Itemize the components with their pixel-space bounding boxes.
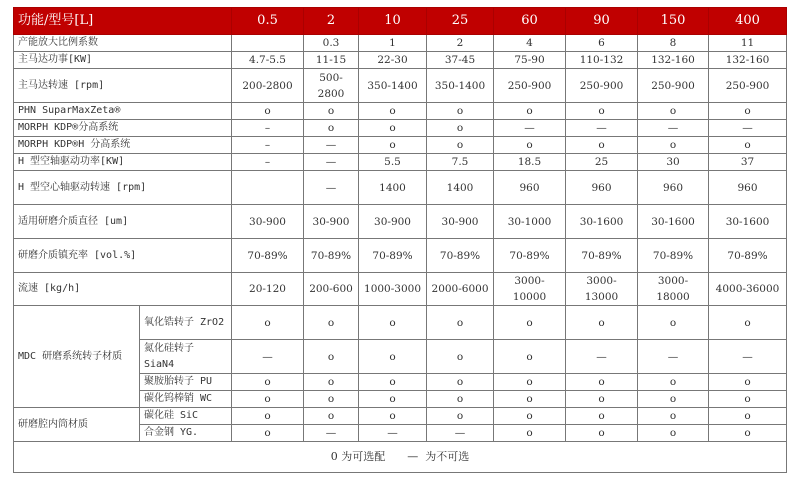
table-cell: 30-1600: [709, 205, 787, 239]
table-cell: o: [638, 137, 709, 154]
sub-label: 氮化硅转子 SiaN4: [140, 340, 232, 374]
legend-row: [14, 442, 787, 473]
table-cell: —: [709, 340, 787, 374]
table-cell: 0.3: [304, 35, 359, 52]
table-cell: o: [566, 425, 638, 442]
table-cell: 132-160: [638, 52, 709, 69]
group-label: 研磨腔内筒材质: [14, 408, 140, 442]
table-cell: 30-900: [232, 205, 304, 239]
table-row: [14, 120, 787, 137]
table-cell: 6: [566, 35, 638, 52]
table-cell: 1400: [427, 171, 494, 205]
table-cell: o: [304, 103, 359, 120]
sub-label: 聚胺胎转子 PU: [140, 374, 232, 391]
table-cell: 22-30: [359, 52, 427, 69]
model-header: 150: [638, 8, 709, 35]
table-cell: o: [494, 306, 566, 340]
table-cell: 110-132: [566, 52, 638, 69]
table-cell: 350-1400: [359, 69, 427, 103]
table-row: [14, 137, 787, 154]
table-cell: o: [427, 137, 494, 154]
model-header: 0.5: [232, 8, 304, 35]
row-label: H 型空轴驱动功率[KW]: [14, 154, 232, 171]
row-label: 主马达转速 [rpm]: [14, 69, 232, 103]
table-row: [14, 103, 787, 120]
table-row: [14, 69, 787, 103]
table-row: [14, 306, 787, 340]
table-cell: o: [232, 425, 304, 442]
table-cell: o: [304, 306, 359, 340]
table-cell: o: [566, 374, 638, 391]
table-cell: o: [494, 103, 566, 120]
table-cell: o: [709, 425, 787, 442]
spec-table: [13, 7, 787, 473]
table-cell: o: [427, 306, 494, 340]
table-cell: —: [359, 425, 427, 442]
table-cell: –: [232, 137, 304, 154]
model-header: 60: [494, 8, 566, 35]
table-cell: o: [638, 425, 709, 442]
header-row: [14, 8, 787, 35]
table-cell: [232, 35, 304, 52]
table-cell: o: [359, 391, 427, 408]
table-cell: 70-89%: [638, 239, 709, 273]
table-cell: 4000-36000: [709, 273, 787, 306]
header-title: 功能/型号[L]: [14, 8, 232, 35]
table-cell: —: [304, 425, 359, 442]
table-cell: 960: [566, 171, 638, 205]
model-header: 2: [304, 8, 359, 35]
table-cell: 25: [566, 154, 638, 171]
table-cell: 960: [709, 171, 787, 205]
row-label: 产能放大比例系数: [14, 35, 232, 52]
table-cell: 132-160: [709, 52, 787, 69]
table-cell: 11: [709, 35, 787, 52]
table-cell: o: [359, 137, 427, 154]
table-cell: 20-120: [232, 273, 304, 306]
table-cell: —: [638, 120, 709, 137]
table-cell: 200-2800: [232, 69, 304, 103]
table-cell: o: [232, 391, 304, 408]
table-cell: o: [566, 306, 638, 340]
table-cell: 4.7-5.5: [232, 52, 304, 69]
table-cell: 500-2800: [304, 69, 359, 103]
table-row: [14, 35, 787, 52]
group-label: MDC 研磨系统转子材质: [14, 306, 140, 408]
table-cell: o: [427, 120, 494, 137]
row-label: 主马达功事[KW]: [14, 52, 232, 69]
table-cell: –: [232, 120, 304, 137]
sub-label: 碳化钨棒销 WC: [140, 391, 232, 408]
table-row: [14, 273, 787, 306]
table-cell: 75-90: [494, 52, 566, 69]
model-header: 90: [566, 8, 638, 35]
table-cell: o: [566, 103, 638, 120]
table-cell: 4: [494, 35, 566, 52]
table-cell: o: [359, 408, 427, 425]
table-cell: o: [359, 340, 427, 374]
table-cell: 250-900: [709, 69, 787, 103]
row-label: 流速 [kg/h]: [14, 273, 232, 306]
table-cell: 70-89%: [359, 239, 427, 273]
table-cell: 5.5: [359, 154, 427, 171]
table-cell: 70-89%: [427, 239, 494, 273]
table-cell: o: [359, 374, 427, 391]
model-header: 400: [709, 8, 787, 35]
table-cell: o: [566, 391, 638, 408]
table-cell: 37: [709, 154, 787, 171]
table-cell: o: [709, 391, 787, 408]
table-cell: 250-900: [638, 69, 709, 103]
table-cell: o: [427, 374, 494, 391]
table-cell: o: [304, 391, 359, 408]
table-cell: 960: [494, 171, 566, 205]
table-cell: 30-1600: [638, 205, 709, 239]
table-cell: —: [638, 340, 709, 374]
row-label: MORPH KDP®H 分高系统: [14, 137, 232, 154]
table-cell: o: [494, 340, 566, 374]
table-row: [14, 171, 787, 205]
table-cell: –: [232, 154, 304, 171]
table-cell: 8: [638, 35, 709, 52]
table-cell: 37-45: [427, 52, 494, 69]
legend-text: 0 为可选配 — 为不可选: [14, 442, 787, 473]
table-cell: o: [638, 103, 709, 120]
table-cell: o: [709, 374, 787, 391]
table-cell: o: [359, 306, 427, 340]
table-cell: 30: [638, 154, 709, 171]
table-cell: o: [232, 374, 304, 391]
table-cell: 2: [427, 35, 494, 52]
table-cell: o: [304, 340, 359, 374]
table-cell: —: [566, 120, 638, 137]
table-cell: —: [232, 340, 304, 374]
table-cell: o: [427, 408, 494, 425]
table-cell: 70-89%: [494, 239, 566, 273]
table-cell: o: [494, 391, 566, 408]
table-cell: 70-89%: [709, 239, 787, 273]
table-cell: o: [494, 425, 566, 442]
table-cell: o: [494, 374, 566, 391]
table-cell: o: [709, 408, 787, 425]
table-cell: —: [427, 425, 494, 442]
table-row: [14, 154, 787, 171]
table-cell: 3000-18000: [638, 273, 709, 306]
table-cell: —: [304, 171, 359, 205]
table-row: [14, 205, 787, 239]
table-cell: o: [638, 374, 709, 391]
table-cell: —: [494, 120, 566, 137]
table-cell: 70-89%: [566, 239, 638, 273]
table-cell: o: [232, 103, 304, 120]
table-cell: 30-1000: [494, 205, 566, 239]
table-cell: o: [709, 306, 787, 340]
row-label: MORPH KDP®分高系统: [14, 120, 232, 137]
table-cell: o: [232, 408, 304, 425]
table-cell: —: [566, 340, 638, 374]
table-cell: —: [304, 137, 359, 154]
table-cell: —: [304, 154, 359, 171]
model-header: 10: [359, 8, 427, 35]
row-label: H 型空心轴驱动转速 [rpm]: [14, 171, 232, 205]
table-cell: o: [709, 137, 787, 154]
table-cell: 30-900: [427, 205, 494, 239]
table-cell: o: [566, 137, 638, 154]
table-row: [14, 52, 787, 69]
row-label: 研磨介质镇充率 [vol.%]: [14, 239, 232, 273]
table-cell: 3000-13000: [566, 273, 638, 306]
table-cell: 1400: [359, 171, 427, 205]
table-cell: o: [359, 103, 427, 120]
table-cell: o: [709, 103, 787, 120]
table-cell: 18.5: [494, 154, 566, 171]
table-cell: o: [638, 408, 709, 425]
table-cell: o: [566, 408, 638, 425]
sub-label: 合金钢 YG.: [140, 425, 232, 442]
table-cell: 30-900: [359, 205, 427, 239]
table-cell: o: [638, 391, 709, 408]
table-cell: o: [232, 306, 304, 340]
row-label: PHN SuparMaxZeta®: [14, 103, 232, 120]
table-cell: 30-1600: [566, 205, 638, 239]
table-cell: 960: [638, 171, 709, 205]
row-label: 适用研磨介质直径 [um]: [14, 205, 232, 239]
table-cell: 3000-10000: [494, 273, 566, 306]
table-cell: o: [304, 120, 359, 137]
table-cell: 2000-6000: [427, 273, 494, 306]
table-cell: 250-900: [494, 69, 566, 103]
table-cell: o: [494, 137, 566, 154]
table-cell: o: [427, 340, 494, 374]
table-cell: 350-1400: [427, 69, 494, 103]
table-row: [14, 239, 787, 273]
table-cell: 11-15: [304, 52, 359, 69]
table-cell: 1000-3000: [359, 273, 427, 306]
table-cell: —: [709, 120, 787, 137]
table-cell: 30-900: [304, 205, 359, 239]
table-row: [14, 408, 787, 425]
table-cell: o: [638, 306, 709, 340]
table-cell: 1: [359, 35, 427, 52]
table-cell: o: [494, 408, 566, 425]
table-cell: o: [427, 103, 494, 120]
table-cell: 70-89%: [232, 239, 304, 273]
sub-label: 氧化锆转子 ZrO2: [140, 306, 232, 340]
table-cell: o: [427, 391, 494, 408]
model-header: 25: [427, 8, 494, 35]
table-cell: o: [304, 374, 359, 391]
table-cell: 7.5: [427, 154, 494, 171]
table-cell: 70-89%: [304, 239, 359, 273]
table-cell: o: [359, 120, 427, 137]
table-cell: 250-900: [566, 69, 638, 103]
sub-label: 碳化硅 SiC: [140, 408, 232, 425]
table-cell: [232, 171, 304, 205]
table-cell: 200-600: [304, 273, 359, 306]
table-cell: o: [304, 408, 359, 425]
